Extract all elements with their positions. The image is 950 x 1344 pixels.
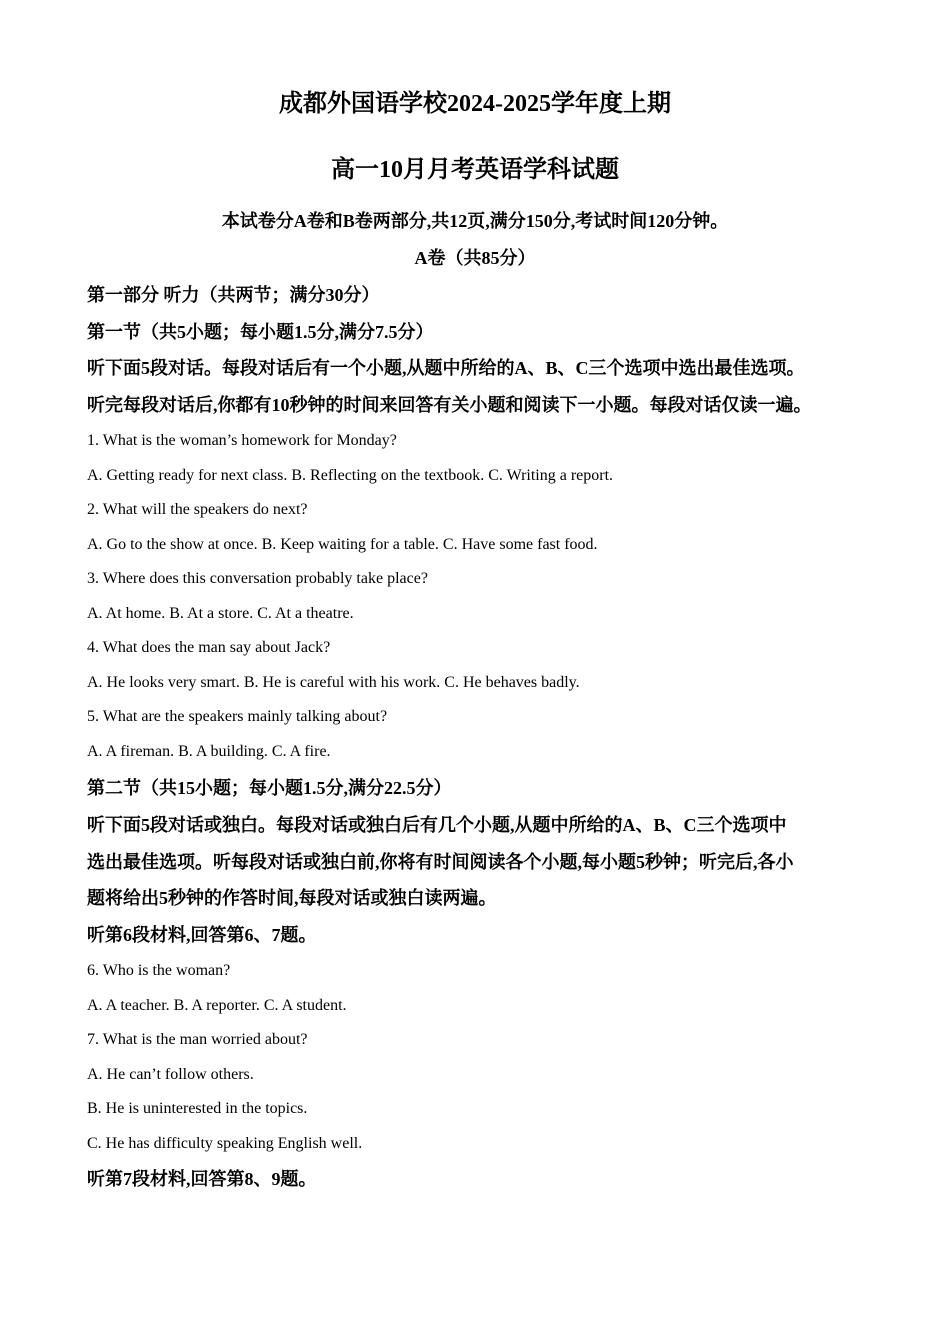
exam-info: 本试卷分A卷和B卷两部分,共12页,满分150分,考试时间120分钟。 <box>221 211 729 231</box>
title-line-1: 成都外国语学校2024-2025学年度上期 <box>279 91 671 117</box>
question-5: 5. What are the speakers mainly talking about? <box>87 708 388 725</box>
question-5-options: A. A fireman. B. A building. C. A fire. <box>87 743 331 760</box>
section2-heading: 第二节（共15小题；每小题1.5分,满分22.5分） <box>87 778 452 798</box>
question-4: 4. What does the man say about Jack? <box>87 639 331 656</box>
section1-instruction-1: 听下面5段对话。每段对话后有一个小题,从题中所给的A、B、C三个选项中选出最佳选项。 <box>87 358 805 378</box>
part1-heading: 第一部分 听力（共两节；满分30分） <box>87 285 380 305</box>
section2-instruction-3: 题将给出5秒钟的作答时间,每段对话或独白读两遍。 <box>87 888 497 908</box>
section2-instruction-1: 听下面5段对话或独白。每段对话或独白后有几个小题,从题中所给的A、B、C三个选项中 <box>87 815 787 835</box>
question-6-options: A. A teacher. B. A reporter. C. A student. <box>87 997 347 1014</box>
question-7-option-b: B. He is uninterested in the topics. <box>87 1100 308 1117</box>
question-7-option-c: C. He has difficulty speaking English well. <box>87 1135 363 1152</box>
material-7-heading: 听第7段材料,回答第8、9题。 <box>87 1169 317 1189</box>
question-2-options: A. Go to the show at once. B. Keep waiting for a table. C. Have some fast food. <box>87 536 598 553</box>
question-7-option-a: A. He can’t follow others. <box>87 1066 254 1083</box>
question-3: 3. Where does this conversation probably take place? <box>87 570 428 587</box>
question-4-options: A. He looks very smart. B. He is careful with his work. C. He behaves badly. <box>87 674 580 691</box>
question-2: 2. What will the speakers do next? <box>87 501 308 518</box>
material-6-heading: 听第6段材料,回答第6、7题。 <box>87 925 317 945</box>
section2-instruction-2: 选出最佳选项。听每段对话或独白前,你将有时间阅读各个小题,每小题5秒钟；听完后,各小 <box>87 852 794 872</box>
question-7: 7. What is the man worried about? <box>87 1031 308 1048</box>
section1-instruction-2: 听完每段对话后,你都有10秒钟的时间来回答有关小题和阅读下一小题。每段对话仅读一遍。 <box>87 395 812 415</box>
question-3-options: A. At home. B. At a store. C. At a theatre. <box>87 605 354 622</box>
title-line-2: 高一10月月考英语学科试题 <box>331 157 619 183</box>
question-1-options: A. Getting ready for next class. B. Reflecting on the textbook. C. Writing a report. <box>87 467 614 484</box>
question-1: 1. What is the woman’s homework for Monday? <box>87 432 397 449</box>
question-6: 6. Who is the woman? <box>87 962 231 979</box>
volume-a-heading: A卷（共85分） <box>414 248 536 268</box>
section1-heading: 第一节（共5小题；每小题1.5分,满分7.5分） <box>87 322 434 342</box>
